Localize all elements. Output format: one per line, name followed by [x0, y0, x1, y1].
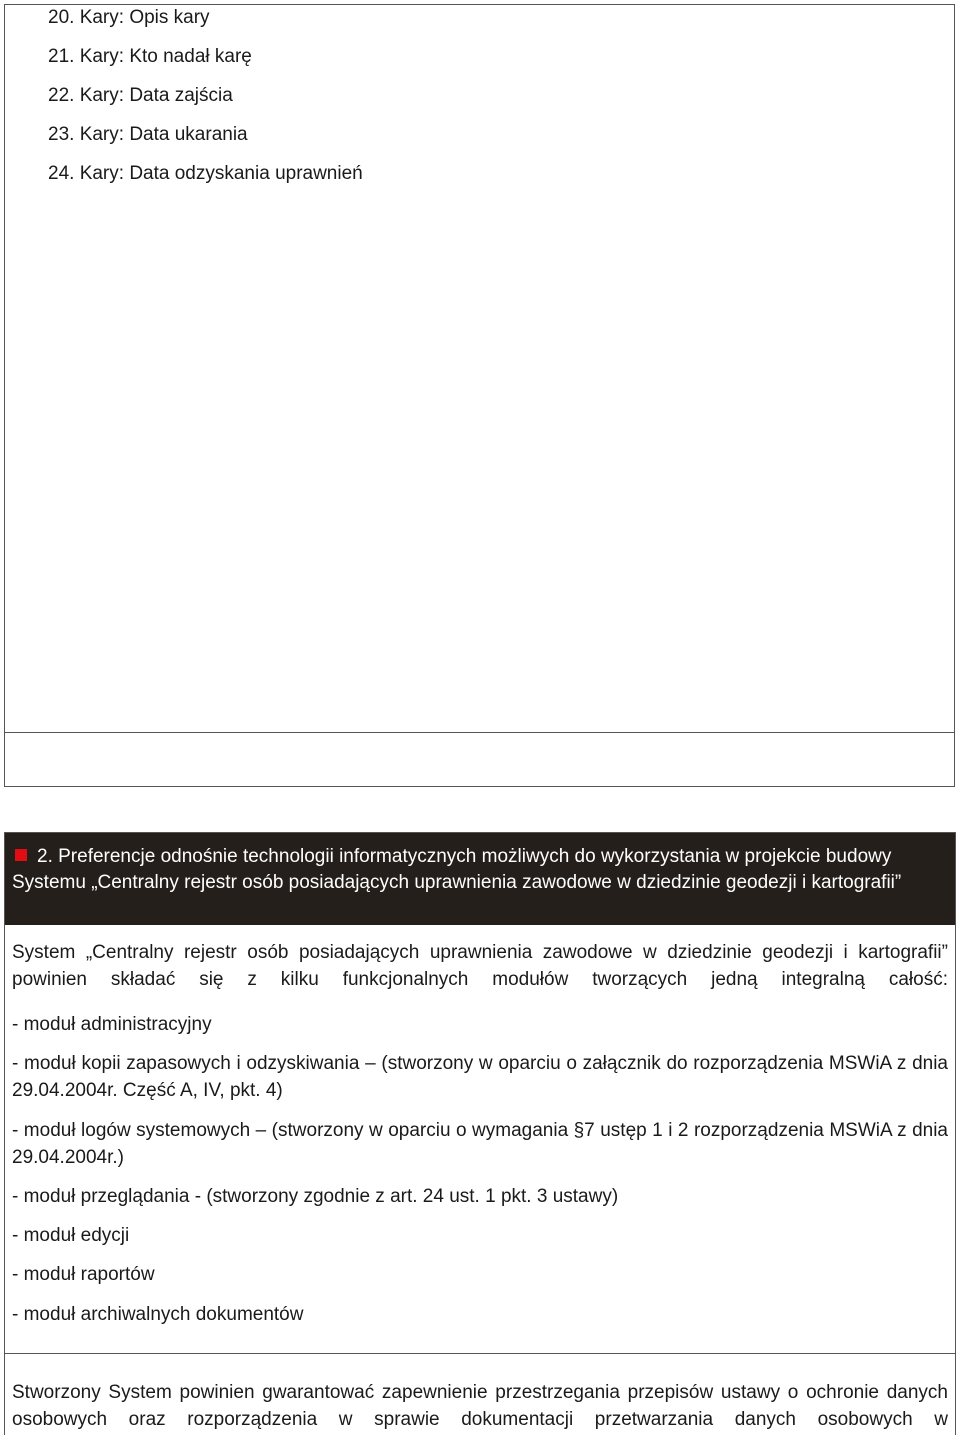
module-item: - moduł przeglądania - (stworzony zgodnie z art. 24 ust. 1 pkt. 3 ustawy)	[12, 1186, 619, 1207]
list-item: 20. Kary: Opis kary	[48, 7, 210, 28]
intro-paragraph: System „Centralny rejestr osób posiadających uprawnienia zawodowe w dziedzinie geodezji i kartografii” powinien składać się z kilku funkcjonalnych modułów tworzących jedną integralną całość:	[12, 942, 948, 990]
list-item: 22. Kary: Data zajścia	[48, 85, 233, 106]
list-item: 21. Kary: Kto nadał karę	[48, 46, 252, 67]
module-item: - moduł edycji	[12, 1225, 130, 1246]
section-heading: 2. Preferencje odnośnie technologii informatycznych możliwych do wykorzystania w projekcie budowy Systemu „Centralny rejestr osób posiadających uprawnienia zawodowe w dziedzinie geodezji i kartografii”	[12, 846, 902, 893]
module-item: - moduł kopii zapasowych i odzyskiwania – (stworzony w oparciu o załącznik do rozporządzenia MSWiA z dnia 29.04.2004r. Część A, IV, pkt. 4)	[12, 1053, 948, 1101]
list-item: 24. Kary: Data odzyskania uprawnień	[48, 163, 363, 184]
module-item: - moduł raportów	[12, 1264, 155, 1285]
divider	[5, 1353, 955, 1354]
section-header	[5, 833, 955, 925]
list-item: 23. Kary: Data ukarania	[48, 124, 248, 145]
empty-row	[4, 732, 955, 787]
bullet-icon	[15, 849, 27, 861]
module-item: - moduł logów systemowych – (stworzony w oparciu o wymagania §7 ustęp 1 i 2 rozporządzenia MSWiA z dnia 29.04.2004r.)	[12, 1120, 948, 1168]
closing-paragraph: Stworzony System powinien gwarantować zapewnienie przestrzegania przepisów ustawy o ochronie danych osobowych oraz rozporządzenia w sprawie dokumentacji przetwarzania danych osobowych w	[12, 1382, 948, 1430]
module-item: - moduł administracyjny	[12, 1014, 212, 1035]
module-item: - moduł archiwalnych dokumentów	[12, 1304, 304, 1325]
list-box	[4, 4, 955, 732]
preferences-section	[4, 832, 956, 1435]
